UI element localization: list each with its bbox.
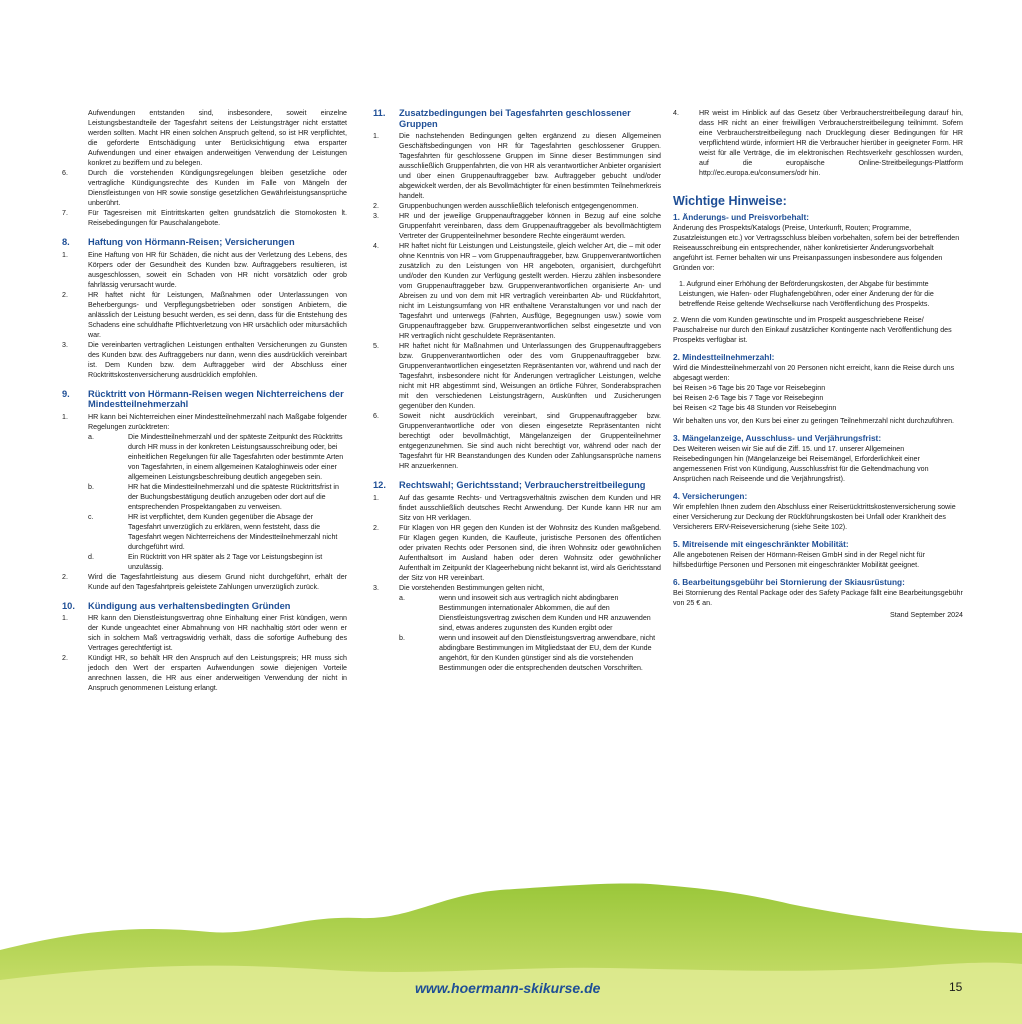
list-item: 1. HR kann bei Nichterreichen einer Mindestteilnehmerzahl nach Maßgabe folgender Regelungen zurücktreten:	[62, 412, 347, 431]
list-item: 6. Durch die vorstehenden Kündigungsregelungen bleiben gesetzliche oder vertragliche Kündigungsrechte des Kunden im Falle von Mängeln der Dienstleistungen von HR sowie sonstige gesetzlichen Gewährleistungsansprüche unberührt.	[62, 169, 347, 207]
list-item: 5. HR haftet nicht für Maßnahmen und Unterlassungen des Gruppenauftraggebers bzw. Gruppenverantwortlichen oder des vom Gruppenauftraggeber bzw. Gruppenverantwortlichen eingesetzten Repräsentanten vor, während und nach der Tagesfahrt, insbesondere nicht für Änderungen vertraglicher Leistungen, welche nicht mit HR abgestimmt sind, Weisungen an örtliche Führer, Sonderabsprachen mit den verschiedenen Leistungsträgern, Auskünften und Zusicherungen gegenüber den Kunden.	[373, 342, 661, 410]
hint-text: Wird die Mindestteilnehmerzahl von 20 Personen nicht erreicht, kann die Reise durch uns abgesagt werden:	[673, 364, 955, 382]
list-item: 2. Wird die Tagesfahrtleistung aus diesem Grund nicht durchgeführt, erhält der Kunde auf den Tagesfahrtpreis geleistete Zahlungen unverzüglich zurück.	[62, 572, 347, 591]
list-item: 3. HR und der jeweilige Gruppenauftraggeber können in Bezug auf eine solche Gruppenfahrt vereinbaren, dass dem Gruppenauftraggeber als bevollmächtigtem Vertreter der Gruppenteilnehmer besondere Rechte eingeräumt werden.	[373, 212, 661, 240]
intro-paragraph: Aufwendungen entstanden sind, insbesondere, soweit einzelne Leistungsbestandteile der Tagesfahrt seitens der Leistungsträger nicht erstattet werden sollten. Macht HR einen solchen Anspruch geltend, so ist HR verpflichtet, die geforderte Entschädigung unter Berücksichtigung etwa ersparter Aufwendungen und einer etwaigen anderweitigen Verwendung der Leistungen konkret zu beziffern und zu belegen.	[88, 109, 347, 167]
date-stamp: Stand September 2024	[890, 611, 963, 619]
hint-heading-3: 3. Mängelanzeige, Ausschluss- und Verjährungsfrist:	[673, 433, 882, 443]
list-item: 4. HR haftet nicht für Leistungen und Leistungsteile, gleich welcher Art, die – mit oder ohne Kenntnis von HR – vom Gruppenauftraggeber, bzw. Gruppenverantwortlichen zusätzlich zu den Leistungen von HR angeboten, organisiert, durchgeführt und/oder den Kunden zur Verfügung gestellt werden. Hierzu zählen insbesondere vom Gruppenauftraggeber bzw. Gruppenverantwortlichen organisierte An- und Abreisen zu und von dem mit HR vertraglich vereinbarten Ab- und Rückfahrtort, nicht im Leistungsumfang von HR enthaltene Veranstaltungen vor und nach der Tagesfahrt und unterwegs (Fahrten, Ausflüge, Begegnungen usw.) sowie vom Gruppenauftraggeber bzw. Gruppenverantwortlichen selbst eingesetzte und von HR vertraglich nicht geschuldete Repräsentanten.	[373, 242, 661, 340]
list-item: 1. Die nachstehenden Bedingungen gelten ergänzend zu diesen Allgemeinen Geschäftsbedingungen von HR für Tagesfahrten geschlossener Gruppen. Tagesfahrten für geschlossene Gruppen im Sinne dieser Bestimmungen sind ausschließlich Gruppenfahrten, die von HR als verantwortlicher Anbieter organisiert und über einen Gruppenauftraggeber bzw. Auftraggeber gebucht und/oder abgewickelt werden, der als Bevollmächtigter für einen bestimmten Teilnehmerkreis handelt.	[373, 132, 661, 200]
hint-heading-5: 5. Mitreisende mit eingeschränkter Mobilität:	[673, 539, 849, 549]
website-link[interactable]: www.hoermann-skikurse.de	[415, 980, 601, 996]
list-item: 1. Auf das gesamte Rechts- und Vertragsverhältnis zwischen dem Kunden und HR findet ausschließlich deutsches Recht Anwendung. Der Kunde kann HR nur am Sitz von HR verklagen.	[373, 493, 661, 522]
section-heading-8: 8. Haftung von Hörmann-Reisen; Versicherungen	[62, 237, 295, 247]
section-heading-10: 10. Kündigung aus verhaltensbedingten Gründen	[62, 600, 291, 611]
column-middle	[373, 108, 661, 673]
list-item: 2. Gruppenbuchungen werden ausschließlich telefonisch entgegengenommen.	[373, 202, 639, 210]
hint-text: bei Reisen >6 Tage bis 20 Tage vor Reisebeginn	[673, 384, 826, 392]
section-heading-12: 12. Rechtswahl; Gerichtsstand; Verbraucherstreitbeilegung	[373, 480, 646, 490]
list-item: 2. HR haftet nicht für Leistungen, Maßnahmen oder Unterlassungen von Beherbergungs- und Verpflegungsbetrieben oder sonstigen Anbietern, die anlässlich der Leistung besucht werden, es sei denn, dass für die Entstehung des Schadens eine schuldhafte Pflichtverletzung von HR ursächlich oder mitursächlich war.	[62, 290, 347, 339]
hint-heading-2: 2. Mindestteilnehmerzahl:	[673, 352, 775, 362]
hint-text: Änderung des Prospekts/Katalogs (Preise, Unterkunft, Routen; Programme, Zusatzleistungen etc.) vor Vertragsschluss bleiben vorbehalten, sofern bei der betreffenden Reiseausschreibung ein entsprechender, näher konkretisierter Änderungsvorbehalt angeführt ist. Ferner behalten wir uns Preisanpassungen insbesondere aus folgenden Gründen vor:	[673, 224, 960, 272]
hint-text: Alle angebotenen Reisen der Hörmann-Reisen GmbH sind in der Regel nicht für hilfsbedürftige Personen und Personen mit eingeschränkter Mobilität geeignet.	[673, 551, 925, 569]
sub-item: c. HR ist verpflichtet, dem Kunden gegenüber die Absage der Tagesfahrt unverzüglich zu erklären, wenn feststeht, dass die Tagesfahrt wegen Nichterreichens der Mindestteilnehmerzahl nicht durchgeführt wird.	[88, 512, 338, 551]
list-item: 3. Die vereinbarten vertraglichen Leistungen enthalten Versicherungen zu Gunsten des Kunden bzw. des Auftraggebers nur dann, wenn dies ausdrücklich vereinbart ist. Dem Kunden bzw. dem Auftraggeber wird der Abschluss einer Rücktrittskostenversicherung ausdrücklich empfohlen.	[62, 340, 347, 379]
list-item: 3. Die vorstehenden Bestimmungen gelten nicht,	[373, 583, 545, 592]
list-item: 2. Kündigt HR, so behält HR den Anspruch auf den Leistungspreis; HR muss sich jedoch den Wert der ersparten Aufwendungen sowie diejenigen Vorteile anrechnen lassen, die HR aus einer anderweitigen Verwendung der nicht in Anspruch genommenen Leistung erlangt.	[62, 654, 347, 692]
hint-heading-4: 4. Versicherungen:	[673, 491, 748, 501]
sub-item: b. HR hat die Mindestteilnehmerzahl und die späteste Rücktrittsfrist in der Buchungsbestätigung deutlich anzugeben oder dort auf die entsprechenden Prospektangaben zu verweisen.	[88, 482, 339, 511]
list-item: 4. HR weist im Hinblick auf das Gesetz über Verbraucherstreitbeilegung darauf hin, dass HR nicht an einer freiwilligen Verbraucherstreitbeilegung teilnimmt. Sofern eine Verbraucherstreitbeilegung nach Drucklegung dieser Bedingungen für HR verpflichtend würde, informiert HR die Verbraucher hierüber in geeigneter Form. HR weist für alle Verträge, die im elektronischen Rechtsverkehr geschlossen wurden, auf die europäische Online-Streitbeilegungs-Plattform http://ec.europa.eu/consumers/odr hin.	[673, 109, 963, 177]
list-item: 6. Soweit nicht ausdrücklich vereinbart, sind Gruppenauftraggeber bzw. Gruppenverantwortliche oder von diesen eingesetzte Repräsentanten nicht berechtigt oder bevollmächtigt, Mängelanzeigen der Gruppenteilnehmer entgegenzunehmen. Sie sind auch nicht berechtigt vor, während oder nach der Tagesfahrt für HR Beanstandungen des Kunden oder Zahlungsansprüche namens HR anzuerkennen.	[373, 412, 661, 470]
hills-decoration	[0, 870, 1022, 1024]
hint-text: 1. Aufgrund einer Erhöhung der Beförderungskosten, der Abgabe für bestimmte Leistungen, wie Hafen- oder Flughafengebühren, oder einer Änderung der für die betreffende Reise geltende Wechselkurse nach Veröffentlichung des Prospekts.	[679, 280, 934, 308]
list-item: 1. Eine Haftung von HR für Schäden, die nicht aus der Verletzung des Lebens, des Körpers oder der Gesundheit des Kunden bzw. Auftraggebers resultieren, ist ausgeschlossen, soweit ein Schaden von HR nicht vorsätzlich oder grob fahrlässig verursacht wurde.	[62, 250, 347, 289]
hint-heading-1: 1. Änderungs- und Preisvorbehalt:	[673, 212, 809, 222]
section-heading-9: 9. Rücktritt von Hörmann-Reisen wegen Nichterreichens der Mindestteilnehmerzahl	[62, 388, 344, 409]
section-heading-11: 11. Zusatzbedingungen bei Tagesfahrten geschlossener Gruppen	[373, 108, 631, 129]
list-item: 7. Für Tagesreisen mit Eintrittskarten gelten grundsätzlich die Stornokosten lt. Reisebedingungen für Pauschalangebote.	[62, 209, 347, 227]
page-number: 15	[949, 980, 963, 994]
list-item: 2. Für Klagen von HR gegen den Kunden ist der Wohnsitz des Kunden maßgebend. Für Klagen gegen Kunden, die Kaufleute, juristische Personen des öffentlichen oder privaten Rechts oder Personen sind, die ihren Wohnsitz oder gewöhnlichen Aufenthaltsort im Ausland haben oder deren Wohnsitz oder gewöhnlicher Aufenthalt im Zeitpunkt der Klageerhebung nicht bekannt ist, wird als Gerichtsstand der Sitz von HR vereinbart.	[373, 523, 661, 582]
hint-text: Des Weiteren weisen wir Sie auf die Ziff. 15. und 17. unserer Allgemeinen Reisebedingungen hin (Mängelanzeige bei Reisemängel, Erforderlichkeit einer angemessenen Frist von Kündigung, Ausschlussfrist für die Geltendmachung von Ansprüchen nach Reiseende und die Verjährungsfrist).	[673, 445, 929, 483]
sub-item: a. Die Mindestteilnehmerzahl und der späteste Zeitpunkt des Rücktritts durch HR muss in der konkreten Leistungsausschreibung oder, bei einheitlichen Regelungen für alle Tagesfahrten oder bestimmte Arten von Tagesfahrten, in einem allgemeinen Kataloghinweis oder einer allgemeinen Leistungsbeschreibung deutlich angegeben sein.	[88, 432, 344, 481]
column-left	[62, 108, 347, 693]
sub-item: d. Ein Rücktritt von HR später als 2 Tage vor Leistungsbeginn ist unzulässig.	[88, 552, 323, 571]
sub-item: b. wenn und insoweit auf den Dienstleistungsvertrag anwendbare, nicht abdingbare Bestimmungen im Mitgliedstaat der EU, dem der Kunde angehört, für den Kunden günstiger sind als die vorstehenden Bestimmungen oder die entsprechenden deutschen Vorschriften.	[399, 633, 656, 672]
hints-title: Wichtige Hinweise:	[673, 194, 787, 208]
hint-heading-6: 6. Bearbeitungsgebühr bei Stornierung der Skiausrüstung:	[673, 577, 905, 587]
list-item: 1. HR kann den Dienstleistungsvertrag ohne Einhaltung einer Frist kündigen, wenn der Kunde ungeachtet einer Abmahnung von HR nachhaltig stört oder wenn er sich in solchem Maß vertragswidrig verhält, dass die sofortige Aufhebung des Vertrages gerechtfertigt ist.	[62, 614, 347, 652]
hint-text: bei Reisen 2-6 Tage bis 7 Tage vor Reisebeginn	[673, 394, 824, 402]
hint-text: 2. Wenn die vom Kunden gewünschte und im Prospekt ausgeschriebene Reise/ Pauschalreise nur durch den Einkauf zusätzlicher Kontingente nach Veröffentlichung des Prospekts verfügbar ist.	[673, 316, 952, 344]
hint-text: Wir behalten uns vor, den Kurs bei einer zu geringen Teilnehmerzahl nicht durchzuführen.	[673, 417, 955, 425]
hint-text: Wir empfehlen Ihnen zudem den Abschluss einer Reiserücktrittskostenversicherung sowie einer Versicherung zur Deckung der Rückführungskosten bei Unfall oder Krankheit des Versicherers ERV-Reiseversicherung (siehe Seite 102).	[673, 503, 956, 531]
column-right	[673, 108, 963, 620]
hint-text: bei Reisen <2 Tage bis 48 Stunden vor Reisebeginn	[673, 404, 837, 412]
hint-text: Bei Stornierung des Rental Package oder des Safety Package fällt eine Bearbeitungsgebühr von 25 € an.	[673, 589, 963, 607]
sub-item: a. wenn und insoweit sich aus vertraglich nicht abdingbaren Bestimmungen internationaler Abkommen, die auf den Dienstleistungsvertrag zwischen dem Kunden und HR anzuwenden sind, etwas anderes zugunsten des Kunden ergibt oder	[399, 593, 651, 632]
